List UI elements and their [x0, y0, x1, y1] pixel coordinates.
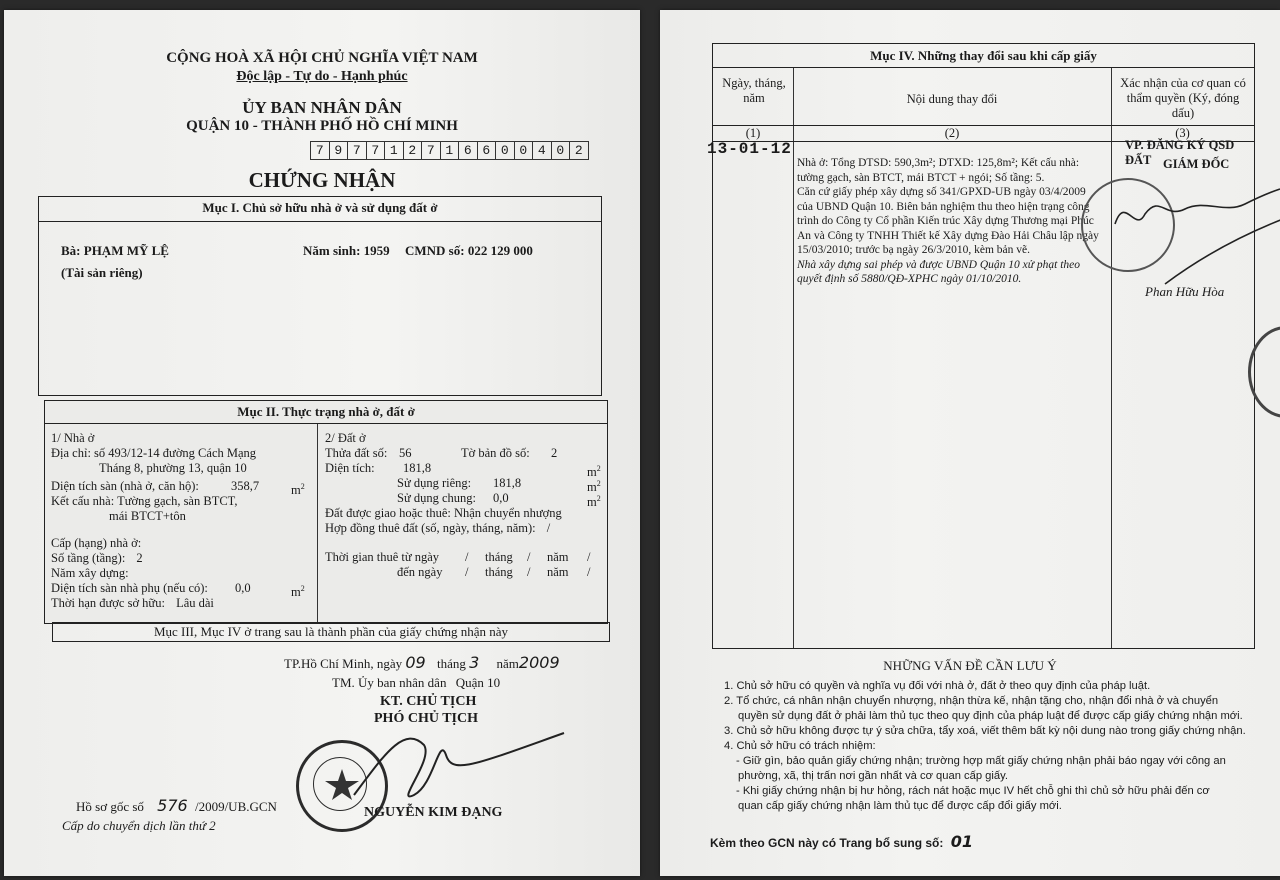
file-number-row [76, 798, 277, 814]
sign-behalf-row [332, 675, 500, 690]
address-line2: Tháng 8, phường 13, quận 10 [99, 461, 247, 475]
notes-heading: NHỮNG VẤN ĐỀ CẦN LƯU Ý [883, 658, 1057, 673]
floor-area-unit [291, 479, 305, 498]
map-value: 2 [551, 446, 558, 460]
note-item: 3. Chủ sở hữu không được tự ý sửa chữa, tẩy xoá, viết thêm bất kỳ nội dung nào trong giấy chứng nhận. [724, 725, 1246, 737]
serial-digit: 2 [574, 143, 583, 158]
note-item: quan cấp giấy chứng nhận làm thủ tục để được cấp đổi giấy mới. [738, 800, 1062, 812]
allocation-row [325, 506, 603, 521]
file-label: Hồ sơ gốc số [76, 799, 144, 814]
serial-digit: 1 [441, 142, 460, 159]
lease-to-row [325, 565, 603, 580]
section2-heading: Mục II. Thực trạng nhà ở, đất ở [45, 401, 607, 424]
allocation-value: Nhận chuyển nhượng [453, 506, 562, 520]
area-row [325, 461, 603, 480]
floors-label: Số tầng (tầng): [51, 551, 126, 565]
unit-m: m [291, 585, 301, 600]
slash: / [587, 550, 591, 564]
serial-digit: 6 [478, 142, 497, 159]
year-label: năm [547, 565, 569, 579]
serial-number-boxes [310, 141, 589, 160]
shared-row [325, 491, 603, 510]
serial-digit: 0 [552, 142, 571, 159]
entry-line: của UBND Quận 10. Biên bản nghiệm thu theo hiện trạng công [797, 200, 1090, 213]
section2-box [44, 400, 608, 624]
aux-area-value: 0,0 [235, 581, 251, 595]
structure-line1: Tường gạch, sàn BTCT, [117, 494, 238, 508]
year-label: năm [547, 550, 569, 564]
attached-row [710, 832, 973, 851]
entry-line: trình do Công ty Cổ phần Kiến trúc Xây dựng Thương mại Phúc [797, 215, 1094, 227]
aux-area-unit [291, 581, 305, 600]
shared-unit [587, 491, 601, 510]
house-block [51, 431, 313, 611]
owner-name: Bà: PHẠM MỸ LỆ [61, 243, 169, 258]
aux-area-label: Diện tích sàn nhà phụ (nếu có): [51, 581, 208, 595]
serial-digit: 9 [330, 142, 349, 159]
unit-m: m [587, 480, 597, 495]
sign-month: 3 [469, 653, 480, 672]
notes-list [724, 679, 1264, 814]
role-vice: PHÓ CHỦ TỊCH [374, 711, 478, 726]
floors-value: 2 [136, 551, 143, 565]
unit-m: m [587, 465, 597, 480]
slash: / [527, 565, 531, 579]
floors-row [51, 551, 313, 566]
note-item: 4. Chủ sở hữu có trách nhiệm: [724, 740, 876, 752]
house-label: 1/ Nhà ở [51, 431, 95, 445]
unit-sup: 2 [596, 464, 601, 473]
serial-digit: 1 [385, 142, 404, 159]
serial-digit: 7 [422, 142, 441, 159]
slash: / [465, 565, 469, 579]
lease-to-label: đến ngày [397, 565, 443, 579]
birth-year: Năm sinh: 1959 [303, 243, 390, 258]
slash: / [527, 550, 531, 564]
private-label: Sử dụng riêng: [397, 476, 472, 490]
slash: / [465, 550, 469, 564]
serial-digit: 0 [496, 142, 515, 159]
signer-name: NGUYỄN KIM ĐẠNG [364, 805, 503, 820]
section4-table [707, 43, 1255, 649]
area-value: 181,8 [403, 461, 432, 475]
attached-label: Kèm theo GCN này có Trang bổ sung số: [710, 836, 944, 850]
unit-m: m [587, 495, 597, 510]
district-header: QUẬN 10 - THÀNH PHỐ HỒ CHÍ MINH [186, 118, 458, 134]
file-suffix: /2009/UB.GCN [194, 799, 277, 814]
plot-value: 56 [399, 446, 412, 460]
unit-m: m [291, 483, 301, 498]
grade-label: Cấp (hạng) nhà ở: [51, 536, 142, 550]
col3-header: Xác nhận của cơ quan có thẩm quyền (Ký, đóng dấu) [1120, 76, 1246, 120]
plot-row [325, 446, 603, 461]
entry-content [797, 156, 1115, 287]
idx2: (2) [944, 126, 960, 140]
sign-year: 2009 [518, 653, 560, 672]
sign-date-row [284, 655, 560, 671]
month-label: tháng [485, 550, 513, 564]
col1-header: Ngày, tháng, năm [722, 76, 786, 105]
aux-area-row [51, 581, 313, 600]
certificate-back-page [660, 10, 1280, 876]
entry-line: An và Công ty TNHH Thiết kế Xây dựng Đào Hải Châu lập ngày [797, 229, 1099, 242]
behalf: TM. Ủy ban nhân dân [332, 675, 447, 690]
serial-digit: 7 [311, 142, 330, 159]
note-item: phường, xã, thị trấn nơi gần nhất và cơ quan cấp giấy. [738, 770, 1008, 782]
office-name: VP. ĐĂNG KÝ QSD ĐẤT [1125, 138, 1235, 167]
serial-digit: 4 [533, 142, 552, 159]
date-prefix: TP.Hồ Chí Minh, ngày [284, 656, 403, 671]
transfer-note: Cấp do chuyển dịch lần thứ 2 [62, 818, 216, 833]
month-label: tháng [485, 565, 513, 579]
col-divider-1 [793, 68, 794, 648]
floor-area-row [51, 479, 313, 498]
serial-digit: 6 [459, 142, 478, 159]
term-value: Lâu dài [176, 596, 214, 610]
asset-note: (Tài sản riêng) [61, 265, 143, 280]
map-label: Tờ bản đồ số: [461, 446, 530, 460]
entry-line: Nhà ở: Tổng DTSD: 590,3m²; DTXD: 125,8m²; Kết cấu nhà: [797, 157, 1080, 169]
committee-header: ỦY BAN NHÂN DÂN [242, 98, 402, 117]
private-value: 181,8 [493, 476, 522, 490]
entry-italic-line: quyết định số 5880/QĐ-XPHC ngày 01/10/2010. [797, 273, 1022, 285]
unit-sup: 2 [596, 494, 601, 503]
lease-value: / [546, 521, 551, 535]
floor-area-label: Diện tích sàn (nhà ở, căn hộ): [51, 479, 199, 493]
unit-sup: 2 [300, 584, 305, 593]
section1-heading: Mục I. Chủ sở hữu nhà ở và sử dụng đất ở [39, 197, 601, 222]
note-item: 2. Tổ chức, cá nhân nhận chuyển nhượng, nhận thừa kế, nhận tặng cho, nhận đổi nhà ở và chuyển [724, 695, 1219, 707]
shared-label: Sử dụng chung: [397, 491, 476, 505]
slash: / [587, 565, 591, 579]
col-divider-2 [1111, 68, 1112, 648]
col2-header: Nội dung thay đổi [906, 92, 998, 106]
serial-digit: 2 [404, 142, 423, 159]
floor-area-value: 358,7 [231, 479, 260, 493]
lease-from-label: Thời gian thuê từ ngày [325, 550, 440, 564]
year-label: năm [496, 656, 519, 671]
certificate-title: CHỨNG NHẬN [248, 168, 396, 192]
allocation-label: Đất được giao hoặc thuê: [325, 506, 451, 520]
entry-date: 13-01-12 [707, 140, 792, 158]
note-item: 1. Chủ sở hữu có quyền và nghĩa vụ đối với nhà ở, đất ở theo quy định của pháp luật. [724, 680, 1151, 692]
plot-label: Thửa đất số: [325, 446, 388, 460]
attached-value: 01 [950, 832, 973, 851]
motto: Độc lập - Tự do - Hạnh phúc [236, 69, 408, 84]
id-number: CMND số: 022 129 000 [405, 243, 533, 258]
note-item: - Khi giấy chứng nhận bị hư hỏng, rách nát hoặc mục IV hết chỗ ghi thì chủ sở hữu phải đến cơ [736, 785, 1210, 797]
shared-value: 0,0 [493, 491, 509, 505]
section2-divider [317, 424, 318, 623]
note-item: - Giữ gìn, bảo quản giấy chứng nhận; trường hợp mất giấy chứng nhận phải báo ngay với công an [736, 755, 1226, 767]
role-chairman: KT. CHỦ TỊCH [380, 694, 477, 709]
sign-day: 09 [405, 653, 426, 672]
section4-heading: Mục IV. Những thay đổi sau khi cấp giấy [713, 44, 1254, 68]
note-item: quyền sử dụng đất ở phải làm thủ tục theo quy định của pháp luật để được cấp giấy chứng nhận mới. [738, 710, 1243, 722]
entry-line: Căn cứ giấy phép xây dựng số 341/GPXD-UB ngày 03/4/2009 [797, 186, 1086, 198]
file-number: 576 [157, 796, 188, 815]
month-label: tháng [436, 656, 466, 671]
serial-digit: 0 [515, 142, 534, 159]
structure-line2: mái BTCT+tôn [109, 509, 186, 523]
structure-row [51, 494, 313, 509]
section1-box [38, 196, 602, 396]
district-short: Quận 10 [455, 675, 501, 690]
section3-note: Mục III, Mục IV ở trang sau là thành phần của giấy chứng nhận này [52, 622, 610, 642]
lease-row [325, 521, 603, 536]
entry-line: tường gạch, sàn BTCT, mái BTCT + ngói; Số tầng: 5. [797, 171, 1045, 184]
land-block [325, 431, 603, 580]
country-header: CỘNG HOÀ XÃ HỘI CHỦ NGHĨA VIỆT NAM [166, 50, 478, 66]
idx3: (3) [1175, 126, 1190, 140]
office-signer: Phan Hữu Hòa [1145, 284, 1225, 299]
land-label: 2/ Đất ở [325, 431, 366, 445]
lease-label: Hợp đồng thuê đất (số, ngày, tháng, năm): [325, 521, 536, 535]
director-title: GIÁM ĐỐC [1163, 157, 1230, 171]
structure-label: Kết cấu nhà: [51, 494, 115, 508]
idx1: (1) [745, 126, 761, 140]
certificate-front-page [4, 10, 640, 876]
entry-italic-line: Nhà xây dựng sai phép và được UBND Quận 10 xử phạt theo [797, 258, 1081, 271]
address-line1: số 493/12-14 đường Cách Mạng [94, 446, 257, 460]
serial-digit: 7 [348, 142, 367, 159]
lease-from-row [325, 550, 603, 565]
unit-sup: 2 [300, 482, 305, 491]
office-signature-scribble [1105, 174, 1280, 294]
address-label: Địa chỉ: [51, 446, 91, 460]
area-label: Diện tích: [325, 461, 375, 475]
entry-line: 15/03/2010; trước bạ ngày 26/3/2010, kèm bản vẽ. [797, 244, 1031, 256]
term-row [51, 596, 313, 611]
term-label: Thời hạn được sở hữu: [51, 596, 165, 610]
unit-sup: 2 [596, 479, 601, 488]
house-address [51, 446, 313, 461]
year-built-label: Năm xây dựng: [51, 566, 129, 580]
serial-digit: 7 [367, 142, 386, 159]
private-row [325, 476, 603, 495]
